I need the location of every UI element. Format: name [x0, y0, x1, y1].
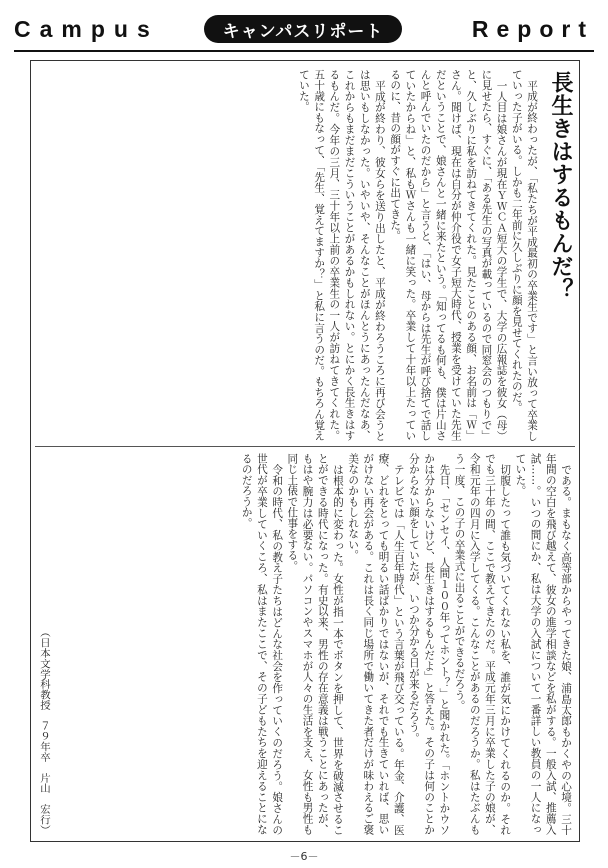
- article-body-upper: [35, 69, 539, 441]
- article-title: 長生きはするもんだ？: [548, 71, 573, 301]
- article-paragraph: 先日、「センセイ、人間１００年ってホント？」と聞かれた。「ホントかウソかは分からないけど、長生きはするもんだよ」と答えた。その子は何のことか分からない顔をしていたが、いつか分かる日が来るだろう。: [407, 453, 451, 835]
- article-paragraph: 平成が終わり、彼女らを送り出したと、平成が終わろうころに再び会うとは思いもしなかった。いやいや、そんなことがほんとうにあったんだなあ、これからもまだまだこういうことがあるかもしれない。とにかく長生きはするもんだ。今年の三月、三十年以上前の卒業生の一人が訪ねてきてくれた。五十歳にもなって、「先生、覚えてますか？」と私に言うのだ。もちろん覚えていた。: [297, 69, 386, 441]
- tier-divider: [35, 446, 575, 447]
- campus-report-header: [14, 12, 594, 46]
- article-paragraph: である。まもなく高等部からやってきた娘、浦島太郎もかくやの心境。三十年間の空白を飛び越えて、彼女の進学相談などを私がする。一般入試、推薦入試……。いつの間にか、私は大学の入試について一番詳しい教員の一人になっていた。: [514, 453, 572, 835]
- header-report-label: Report: [471, 15, 594, 42]
- article-paragraph: は根本的に変わった。女性が指一本でボタンを押して、世界を破滅させることができる時代になった。有史以来、男性の存在意義は戦うことにあったが、もはや腕力は必要ない。パソコンやスマホが人々の生活を支え、女性も男性も同じ土俵で仕事をする。: [286, 453, 344, 835]
- header-rule: [14, 50, 594, 52]
- header-campus-report-jp-label: キャンパスリポート: [204, 15, 402, 43]
- header-campus-label: Campus: [14, 15, 159, 42]
- article-paragraph: 平成が終わったが、「私たちが平成最初の卒業生です」と言い放って卒業していった子がいる。しかも二年前に久しぶりに顔を見せてくれたのだ。: [510, 69, 538, 441]
- article-paragraph: 一人目は娘さんが現在ＹＷＣＡ短大の学生で、大学の広報誌を彼女（母）に見せたら、すぐに、「ある先生の写真が載っているので同窓会のつもりで」と、久しぶりに私を訪ねてきてくれた。見たことのある顔、お名前は「Ｗ」さん。聞けば、現在は自分が仲介役で女子短大時代、授業を受けていた先生だということで、娘さんと一緒に来たという。「知ってるも何も、僕は片山さんと呼んでいたのだから」と言うと、「はい、母からは先生が呼び捨てで話していたからね」と、私もＷさんも一緒に笑った。卒業して十年以上たっているのに、昔の顔がすぐに出てきた。: [389, 69, 508, 441]
- article-paragraph: 令和の時代、私の教え子たちはどんな社会を作っていくのだろう。娘さんの世代が卒業していくころ、私はまたここで、その子どもたちを迎えることになるのだろうか。: [240, 453, 284, 835]
- page-number: －6－: [289, 850, 319, 863]
- article-body-lower: [35, 453, 573, 835]
- article-paragraph: 切腹したって誰も気づいてくれない私を、誰が気にかけてくれるのか。それでも三十年の間、ここで教えてきたのだ。平成元年三月に卒業した子の娘が、令和元年の四月に入学してくる。こんなことがあるのだろうか。私はたぶんもう一度、この子の卒業式に出ることができるだろう。: [453, 453, 512, 835]
- article-frame: [30, 60, 580, 842]
- article-paragraph: テレビでは「人生百年時代」という言葉が飛び交っている。年金、介護、医療、どれをとっても明るい話ばかりではないが、それでも生きていれば、思いがけない再会がある。これは長く同じ場所で働いてきた者だけが味わえるご褒美なのかもしれない。: [347, 453, 405, 835]
- author-byline: （日本文学科教授 ７９年卒 片山 宏行）: [38, 627, 50, 835]
